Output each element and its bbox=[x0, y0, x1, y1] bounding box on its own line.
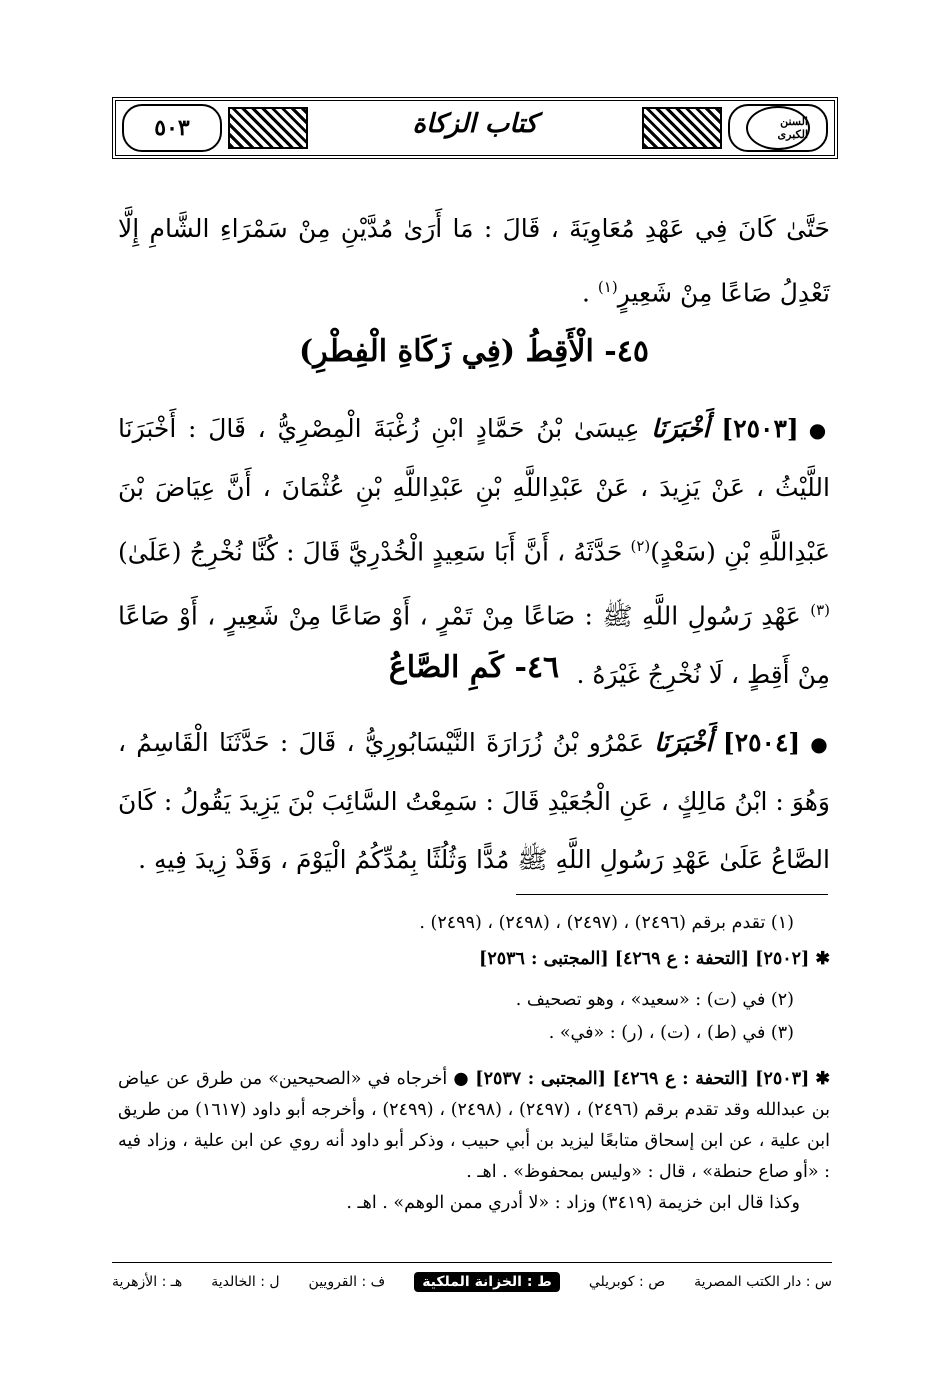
paragraph-continuation bbox=[118, 200, 830, 322]
hadith-lead: أَخْبَرَنَا bbox=[651, 414, 710, 443]
footnote-text: [٢٥٠٢] [التحفة : ع ٤٢٦٩] [المجتبى : ٢٥٣٦] bbox=[479, 949, 810, 969]
footnote-3: (٣) في (ط) ، (ت) ، (ر) : «في» . bbox=[548, 1023, 794, 1043]
siglum-highlighted: ط : الخزانة الملكية bbox=[414, 1272, 560, 1292]
footer-divider bbox=[112, 1262, 832, 1263]
ornament-right-icon bbox=[642, 107, 722, 149]
footnote-ref: (٢) bbox=[630, 537, 651, 555]
asterisk-icon: ✱ bbox=[815, 949, 830, 969]
book-title: كتاب الزكاة bbox=[412, 109, 538, 139]
footnote-head: [٢٥٠٣] [التحفة : ع ٤٢٦٩] [المجتبى : ٢٥٣٧] bbox=[475, 1069, 810, 1089]
ornament-left-icon bbox=[228, 107, 308, 149]
hadith-text: حَدَّثَهُ ، أَنَّ أَبَا سَعِيدٍ الْخُدْرِيَّ قَالَ : كُنَّا نُخْرِجُ (عَلَىٰ) bbox=[118, 537, 631, 567]
page-number-frame bbox=[122, 104, 222, 152]
chapter-heading-45: ٤٥- الْأَقِطُ (فِي زَكَاةِ الْفِطْرِ) bbox=[299, 334, 649, 369]
footnote-2503 bbox=[118, 1064, 830, 1219]
footnote-ref: (٣) bbox=[810, 601, 830, 620]
footnote-1: (١) تقدم برقم (٢٤٩٦) ، (٢٤٩٧) ، (٢٤٩٨) ، (٢٤٩٩) . bbox=[419, 913, 794, 933]
hadith-number: [٢٥٠٣] bbox=[721, 414, 799, 443]
siglum: س : دار الكتب المصرية bbox=[694, 1274, 832, 1290]
hadith-text: عَهْدِ رَسُولِ اللَّهِ ﷺ : صَاعًا مِنْ تَمْرٍ ، أَوْ صَاعًا مِنْ شَعِيرٍ ، أَوْ صَاعًا مِنْ أَقِطٍ ، لَا نُخْرِجُ غَيْرَهُ . bbox=[118, 601, 830, 689]
hadith-text: عَمْرُو بْنُ زُرَارَةَ النَّيْسَابُورِيُّ ، قَالَ : حَدَّثَنَا الْقَاسِمُ ، وَهُوَ : ابْنُ مَالِكٍ ، عَنِ الْجُعَيْدِ قَالَ : سَمِعْتُ السَّائِبَ بْنَ يَزِيدَ يَقُولُ : كَانَ الصَّاعُ عَلَىٰ عَهْدِ رَسُولِ اللَّهِ ﷺ مُدًّا وَثُلُثًا بِمُدِّكُمُ الْيَوْمَ ، وَقَدْ زِيدَ فِيهِ . bbox=[118, 728, 830, 874]
hadith-lead: أَخْبَرَنَا bbox=[654, 728, 713, 757]
asterisk-icon: ✱ bbox=[815, 1069, 830, 1089]
manuscript-sigla bbox=[112, 1268, 832, 1296]
hadith-number: [٢٥٠٤] bbox=[722, 728, 801, 757]
footnote-tail: وكذا قال ابن خزيمة (٣٤١٩) وزاد : «لا أدري ممن الوهم» . اهـ . bbox=[346, 1193, 800, 1213]
seal-frame bbox=[728, 104, 828, 152]
chapter-heading-46: ٤٦- كَمِ الصَّاعُ bbox=[388, 650, 560, 685]
footnote-divider bbox=[516, 894, 828, 895]
hadith-text: عِيسَىٰ بْنُ حَمَّادٍ ابْنِ زُغْبَةَ الْمِصْرِيُّ ، قَالَ : أَخْبَرَنَا اللَّيْثُ ، عَنْ يَزِيدَ ، عَنْ عَبْدِاللَّهِ بْنِ عَبْدِاللَّهِ بْنِ عُثْمَانَ ، أَنَّ عِيَاضَ بْنَ عَبْدِاللَّهِ بْنِ (سَعْدٍ) bbox=[118, 414, 830, 567]
siglum: ف : القرويين bbox=[308, 1274, 386, 1290]
siglum: هـ : الأزهرية bbox=[112, 1274, 183, 1290]
page-header bbox=[112, 97, 838, 159]
footnote-2502 bbox=[118, 944, 830, 975]
bullet-icon: ● bbox=[810, 732, 830, 756]
footnote-text: ● أخرجاه في «الصحيحين» من طرق عن عياض بن عبدالله وقد تقدم برقم (٢٤٩٦) ، (٢٤٩٧) ، (٢٤٩٨) ، (٢٤٩٩) ، وأخرجه أبو داود (١٦١٧) من طريق ابن علية ، عن ابن إسحاق متابعًا ليزيد بن أبي حبيب ، وذكر أبو داود أنه روي عن ابن علية ، وزاد فيه : «أو صاع حنطة» ، قال : «وليس بمحفوظ» . اهـ . bbox=[118, 1069, 830, 1182]
seal-logo-icon: السنن الكبرى bbox=[746, 106, 810, 150]
siglum: ل : الخالدية bbox=[211, 1274, 280, 1290]
page-number: ٥٠٣ bbox=[154, 115, 190, 141]
footnote-2: (٢) في (ت) : «سعيد» ، وهو تصحيف . bbox=[515, 990, 794, 1010]
siglum: ص : كوبريلي bbox=[588, 1274, 666, 1290]
paragraph-end: . bbox=[582, 278, 598, 308]
bullet-icon: ● bbox=[808, 418, 831, 442]
paragraph-text: حَتَّىٰ كَانَ فِي عَهْدِ مُعَاوِيَةَ ، قَالَ : مَا أَرَىٰ مُدَّيْنِ مِنْ سَمْرَاءِ الشَّامِ إِلَّا تَعْدِلُ صَاعًا مِنْ شَعِيرٍ bbox=[118, 214, 830, 308]
footnote-ref: (١) bbox=[597, 278, 618, 296]
hadith-2504 bbox=[118, 714, 830, 889]
